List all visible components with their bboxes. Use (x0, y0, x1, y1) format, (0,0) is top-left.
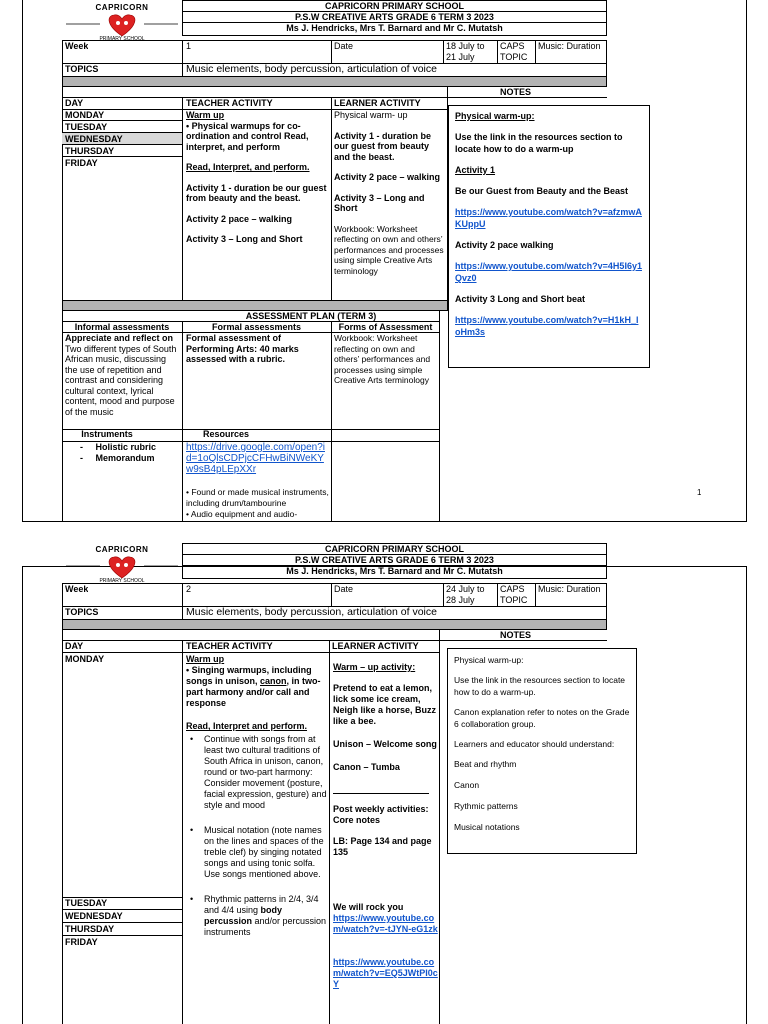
learner-act2: Activity 2 pace – walking (334, 172, 441, 182)
notes2-item: Beat and rhythm (454, 759, 517, 769)
warm-up-heading-2: Warm up (186, 654, 225, 664)
notes-label-2: NOTES (500, 630, 532, 640)
informal-bold: Appreciate and reflect on (65, 333, 174, 343)
learner-canon: Canon – Tumba (333, 762, 400, 772)
notes2-item: Rythmic patterns (454, 801, 518, 811)
day-friday: FRIDAY (65, 158, 98, 168)
music-duration-label: Music: Duration (538, 41, 601, 51)
learner-rock: We will rock you (333, 902, 404, 912)
date-value: 18 July to 21 July (446, 41, 485, 62)
notes2-line1: Use the link in the resources section to locate how to do a warm-up. (454, 675, 626, 697)
day-list (62, 109, 182, 169)
caps-topic-label-2: CAPS TOPIC (500, 584, 528, 605)
rip-heading-2: Read, Interpret and perform. (186, 721, 308, 731)
notes2-line2: Canon explanation refer to notes on the Grade 6 collaboration group. (454, 707, 630, 729)
day-wednesday: WEDNESDAY (62, 133, 182, 145)
day-tuesday-2: TUESDAY (62, 897, 182, 910)
logo-subtitle: PRIMARY SCHOOL (99, 36, 145, 42)
teacher-bullet: • Musical notation (note names on the lines and spaces of the treble clef) by singing notated songs and using tonic solfa. Use songs mentioned above. (186, 825, 327, 880)
rip-heading: Read, Interpret, and perform. (186, 162, 310, 172)
topics-label-2: TOPICS (65, 607, 99, 617)
teacher-activity-header-2: TEACHER ACTIVITY (186, 641, 273, 651)
day-header: DAY (65, 98, 84, 108)
notes-link-2[interactable]: https://www.youtube.com/watch?v=4H5I6y1Qvz0 (455, 261, 642, 283)
subject-title: P.S.W CREATIVE ARTS GRADE 6 TERM 3 2023 (183, 12, 606, 23)
day-list-2 (62, 897, 182, 949)
date-label-2: Date (334, 584, 354, 594)
teacher-names: Ms J. Hendricks, Mrs T. Barnard and Mr C. Mutatsh (286, 23, 503, 33)
instrument-item: - Memorandum (80, 452, 155, 463)
notes-act3-text: Activity 3 Long and Short beat (455, 294, 586, 304)
gray-band-3 (62, 619, 607, 630)
subject-title-2: P.S.W CREATIVE ARTS GRADE 6 TERM 3 2023 (183, 555, 606, 566)
topics-value: Music elements, body percussion, articulation of voice (186, 63, 437, 75)
notes-title: Physical warm-up: (455, 111, 535, 121)
header-block (182, 0, 607, 36)
resource-item: • Audio equipment and audio- (186, 509, 298, 519)
learner-warm-up-2: Warm – up activity: (333, 662, 416, 672)
learner-warm-up: Physical warm- up (334, 110, 408, 120)
forms-header: Forms of Assessment (338, 322, 433, 332)
notes2-item: Canon (454, 780, 480, 790)
notes2-line3: Learners and educator should understand: (454, 739, 615, 749)
school-name-2: CAPRICORN PRIMARY SCHOOL (183, 544, 606, 555)
learner-activity-2 (333, 662, 438, 990)
instrument-item: - Holistic rubric (80, 442, 157, 452)
date-value-2: 24 July to 28 July (446, 584, 485, 605)
topics-value-2: Music elements, body percussion, articulation of voice (186, 606, 437, 618)
notes-link-1[interactable]: https://www.youtube.com/watch?v=afzmwAKUppU (455, 207, 642, 229)
resources-cell (186, 442, 329, 522)
header-block-2 (182, 543, 607, 579)
teacher-act2: Activity 2 pace – walking (186, 213, 293, 224)
notes-box-2 (447, 648, 637, 854)
teacher-activity-header: TEACHER ACTIVITY (186, 98, 273, 108)
warm-up-desc-2: • Singing warmups, including songs in unison, canon, in two-part harmony and/or call and response (186, 665, 321, 708)
logo-subtitle-2: PRIMARY SCHOOL (99, 578, 145, 584)
notes-line1: Use the link in the resources section to locate how to do a warm-up (455, 132, 623, 154)
logo-title-2: CAPRICORN (95, 545, 149, 554)
informal-cell (65, 333, 181, 417)
teacher-bullets (186, 734, 327, 938)
teacher-bullet: • Continue with songs from at least two cultural traditions of South Africa in unison, canon, round or two-part harmony: Consider movement (posture, facial expression, gesture) and style and mood (186, 734, 327, 811)
notes-act1-title: Activity 1 (455, 165, 496, 175)
date-label: Date (334, 41, 354, 51)
warm-up-heading: Warm up (186, 110, 225, 120)
teacher-act3: Activity 3 – Long and Short (186, 234, 303, 244)
week-label-2: Week (65, 584, 89, 594)
teacher-activity-2 (186, 654, 327, 948)
forms-cell: Workbook: Worksheet reflecting on own and others’ performances and processes using simple Creative Arts terminology (334, 333, 431, 385)
day-monday-2: MONDAY (65, 654, 105, 664)
day-header-2: DAY (65, 641, 84, 651)
informal-header: Informal assessments (74, 322, 170, 332)
teacher-bullet: • Rhythmic patterns in 2/4, 3/4 and 4/4 using body percussion and/or percussion instruments (186, 894, 327, 938)
teacher-names-2: Ms J. Hendricks, Mrs T. Barnard and Mr C. Mutatsh (286, 566, 503, 576)
informal-text: Two different types of South African music, discussing the use of repetition and contrast and considering cultural context, lyrical content, mood and purpose of the music (65, 343, 177, 417)
logo-title: CAPRICORN (95, 3, 149, 12)
topics-label: TOPICS (65, 64, 99, 74)
day-tuesday: TUESDAY (62, 121, 182, 133)
resources-header: Resources (203, 429, 250, 439)
learner-workbook: Workbook: Worksheet reflecting on own and others’ performances and processes using simple Creative Arts terminology (334, 223, 444, 276)
notes2-item: Musical notations (454, 822, 520, 832)
learner-link-1[interactable]: https://www.youtube.com/watch?v=-tJYN-eG1zk (333, 913, 438, 934)
week-value-2: 2 (186, 584, 192, 594)
teacher-act1: Activity 1 - duration be our guest from beauty and the beast. (186, 182, 327, 203)
resource-item: • Found or made musical instruments, including drum/tambourine (186, 487, 329, 508)
learner-activity-header: LEARNER ACTIVITY (334, 98, 421, 108)
school-name: CAPRICORN PRIMARY SCHOOL (183, 1, 606, 12)
formal-cell: Formal assessment of Performing Arts: 40 marks assessed with a rubric. (186, 333, 299, 364)
instruments-list (80, 442, 180, 463)
page-number: 1 (697, 488, 702, 497)
notes-box-1 (448, 105, 650, 368)
notes-act2-text: Activity 2 pace walking (455, 240, 554, 250)
assessment-title: ASSESSMENT PLAN (TERM 3) (245, 311, 377, 321)
notes2-title: Physical warm-up: (454, 655, 524, 665)
caps-topic-label: CAPS TOPIC (500, 41, 528, 62)
learner-act3: Activity 3 – Long and Short (334, 192, 425, 213)
learner-post: Post weekly activities: Core notes (333, 804, 429, 825)
learner-lb: LB: Page 134 and page 135 (333, 836, 432, 857)
day-thursday: THURSDAY (62, 145, 182, 157)
notes-label: NOTES (500, 87, 532, 97)
day-wednesday-2: WEDNESDAY (62, 910, 182, 923)
day-thursday-2: THURSDAY (62, 923, 182, 936)
teacher-activity-1 (186, 110, 329, 245)
notes-act1-text: Be our Guest from Beauty and the Beast (455, 186, 629, 196)
week-value: 1 (186, 41, 192, 51)
learner-unison: Unison – Welcome song (333, 739, 437, 749)
notes-link-3[interactable]: https://www.youtube.com/watch?v=H1kH_loHm3s (455, 315, 639, 337)
formal-header: Formal assessments (211, 322, 302, 332)
gray-band-2 (62, 300, 448, 311)
day-monday: MONDAY (62, 109, 182, 121)
learner-activity-1 (334, 110, 446, 276)
music-duration-label-2: Music: Duration (538, 584, 601, 594)
learner-act1: Activity 1 - duration be our guest from beauty and the beast. (334, 130, 432, 162)
gray-band (62, 76, 607, 87)
warm-up-desc: • Physical warmups for co-ordination and control Read, interpret, and perform (186, 120, 309, 152)
learner-pretend: Pretend to eat a lemon, lick some ice cream, Neigh like a horse, Buzz like a bee. (333, 683, 437, 726)
learner-link-2[interactable]: https://www.youtube.com/watch?v=EQ5JWtPI0cY (333, 957, 438, 989)
resource-link[interactable]: https://drive.google.com/open?id=1oQlsCDPjcCFHwBiNWeKYw9sB4pLEpXXr (186, 442, 325, 475)
learner-activity-header-2: LEARNER ACTIVITY (332, 641, 419, 651)
week-label: Week (65, 41, 89, 51)
instruments-header: Instruments (81, 429, 133, 439)
day-friday-2: FRIDAY (65, 937, 98, 947)
